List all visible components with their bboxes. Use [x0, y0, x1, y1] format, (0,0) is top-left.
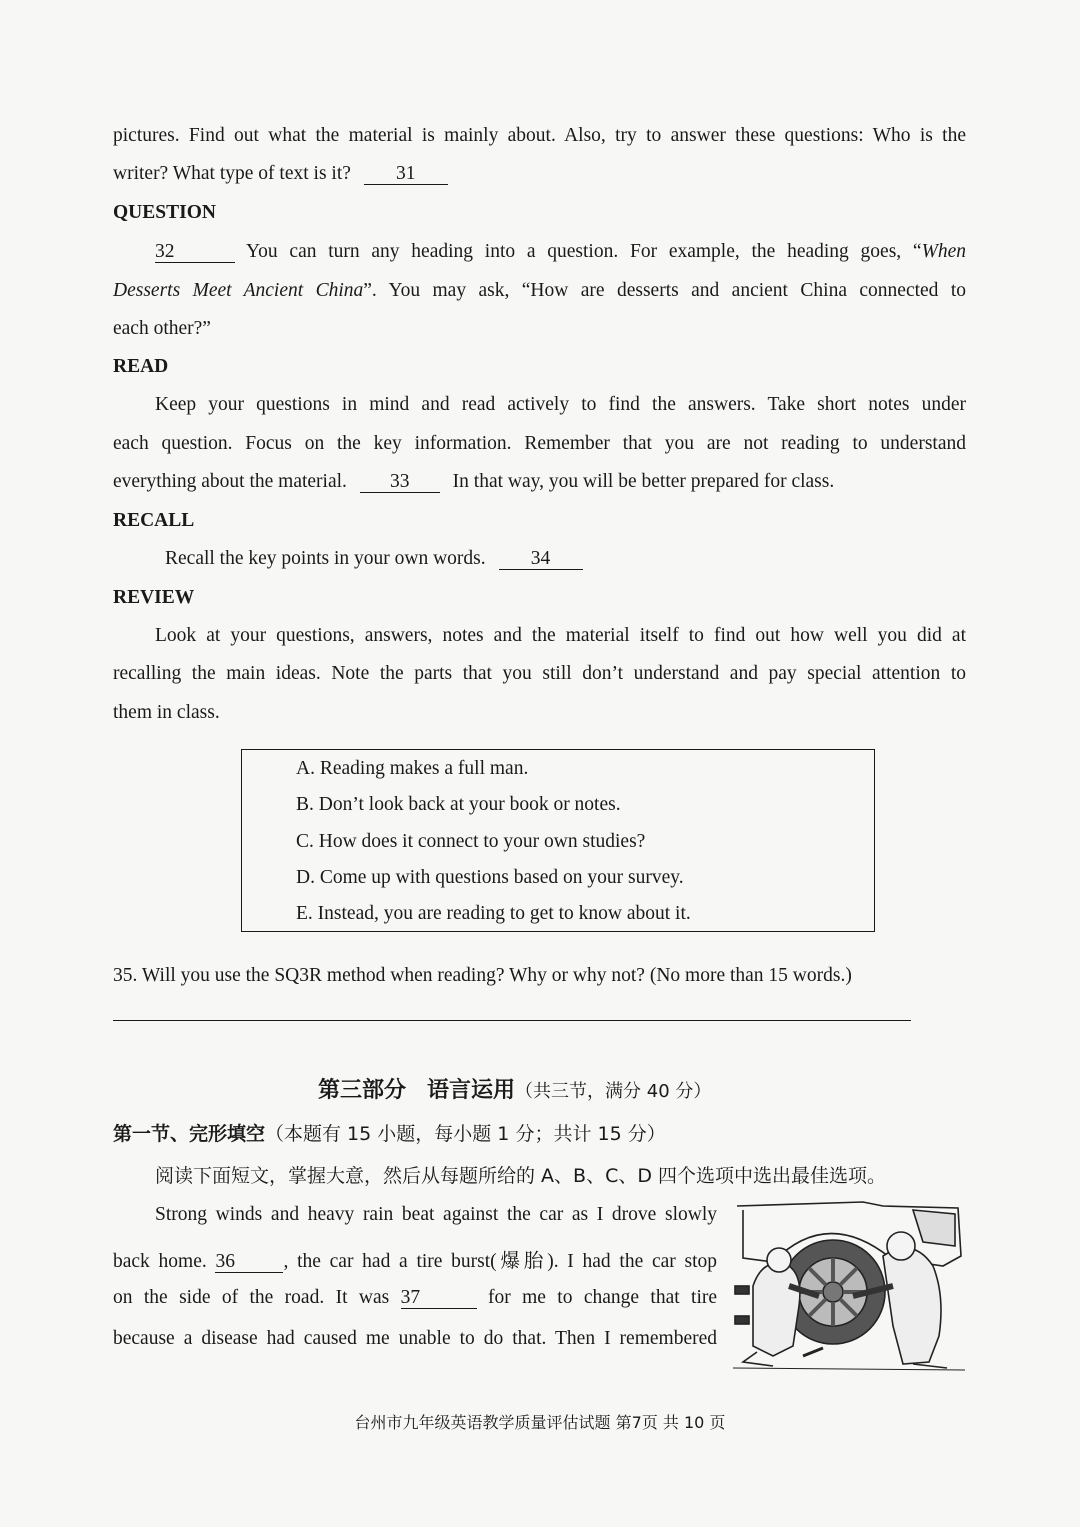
blank-32: 32: [155, 242, 235, 263]
section1-title-text: 第一节、完形填空: [113, 1123, 266, 1145]
cloze-line-2: [113, 1245, 717, 1273]
passage-line-5: each other?”: [113, 318, 211, 339]
blank-34: 34: [499, 549, 583, 570]
option-d: D. Come up with questions based on your survey.: [296, 867, 684, 888]
tire-change-illustration: [733, 1196, 965, 1376]
blank-36: 36: [215, 1252, 283, 1273]
passage-text: Recall the key points in your own words.: [165, 548, 486, 569]
passage-line-9: [113, 548, 583, 570]
passage-italic-text: Desserts Meet Ancient China: [113, 280, 364, 301]
option-a: A. Reading makes a full man.: [296, 758, 529, 779]
passage-line-7: each question. Focus on the key information. Remember that you are not reading to understand: [113, 433, 966, 454]
blank-37: 37: [401, 1288, 477, 1309]
cloze-text: , the car had a tire burst(爆胎). I had the car stop: [283, 1251, 717, 1272]
cloze-line-4: because a disease had caused me unable to do that. Then I remembered: [113, 1328, 717, 1349]
passage-line-4: [113, 280, 966, 302]
cloze-line-3: [113, 1287, 717, 1309]
blank-33: 33: [360, 472, 440, 493]
passage-line-3: [113, 241, 966, 263]
cloze-text: back home.: [113, 1251, 207, 1272]
options-box: [241, 749, 875, 932]
option-e: E. Instead, you are reading to get to know about it.: [296, 903, 691, 924]
passage-line-8: [113, 471, 834, 493]
passage-line-11: recalling the main ideas. Note the parts that you still don’t understand and pay special attention to: [113, 663, 966, 684]
blank-31: 31: [364, 164, 448, 185]
part3-title-a: 第三部分: [318, 1078, 407, 1103]
read-heading: READ: [113, 356, 169, 377]
part3-title-b: 语言运用: [427, 1078, 516, 1103]
part3-title: [318, 1073, 711, 1104]
section1-title: [113, 1119, 666, 1146]
page-footer: 台州市九年级英语教学质量评估试题 第7页 共 10 页: [354, 1413, 726, 1432]
passage-text: everything about the material.: [113, 471, 347, 492]
question-35: 35. Will you use the SQ3R method when reading? Why or why not? (No more than 15 words.): [113, 965, 852, 986]
review-heading: REVIEW: [113, 587, 195, 608]
passage-italic-text: When: [921, 241, 966, 262]
passage-text: ”. You may ask, “How are desserts and ancient China connected to: [363, 280, 966, 301]
passage-line-6: Keep your questions in mind and read actively to find the answers. Take short notes under: [155, 394, 966, 415]
option-b: B. Don’t look back at your book or notes.: [296, 794, 621, 815]
cloze-line-1: Strong winds and heavy rain beat against the car as I drove slowly: [155, 1204, 717, 1225]
passage-line-2: [113, 163, 448, 185]
passage-line-12: them in class.: [113, 702, 220, 723]
part3-title-note: （共三节，满分 40 分）: [515, 1081, 712, 1102]
passage-text: In that way, you will be better prepared for class.: [452, 471, 835, 492]
cloze-text: for me to change that tire: [487, 1287, 718, 1308]
answer-line-35[interactable]: [113, 1020, 911, 1021]
passage-line-10: Look at your questions, answers, notes and the material itself to find out how well you did at: [155, 625, 966, 646]
section1-note: （本题有 15 小题，每小题 1 分；共计 15 分）: [265, 1123, 666, 1145]
passage-line-1: pictures. Find out what the material is mainly about. Also, try to answer these questions: Who is the: [113, 125, 966, 146]
cloze-text: on the side of the road. It was: [113, 1287, 390, 1308]
recall-heading: RECALL: [113, 510, 195, 531]
option-c: C. How does it connect to your own studies?: [296, 831, 646, 852]
passage-text: You can turn any heading into a question. For example, the heading goes, “: [246, 241, 922, 262]
passage-text: writer? What type of text is it?: [113, 163, 351, 184]
question-heading: QUESTION: [113, 202, 216, 223]
cloze-instruction: 阅读下面短文，掌握大意，然后从每题所给的 A、B、C、D 四个选项中选出最佳选项。: [155, 1165, 887, 1187]
